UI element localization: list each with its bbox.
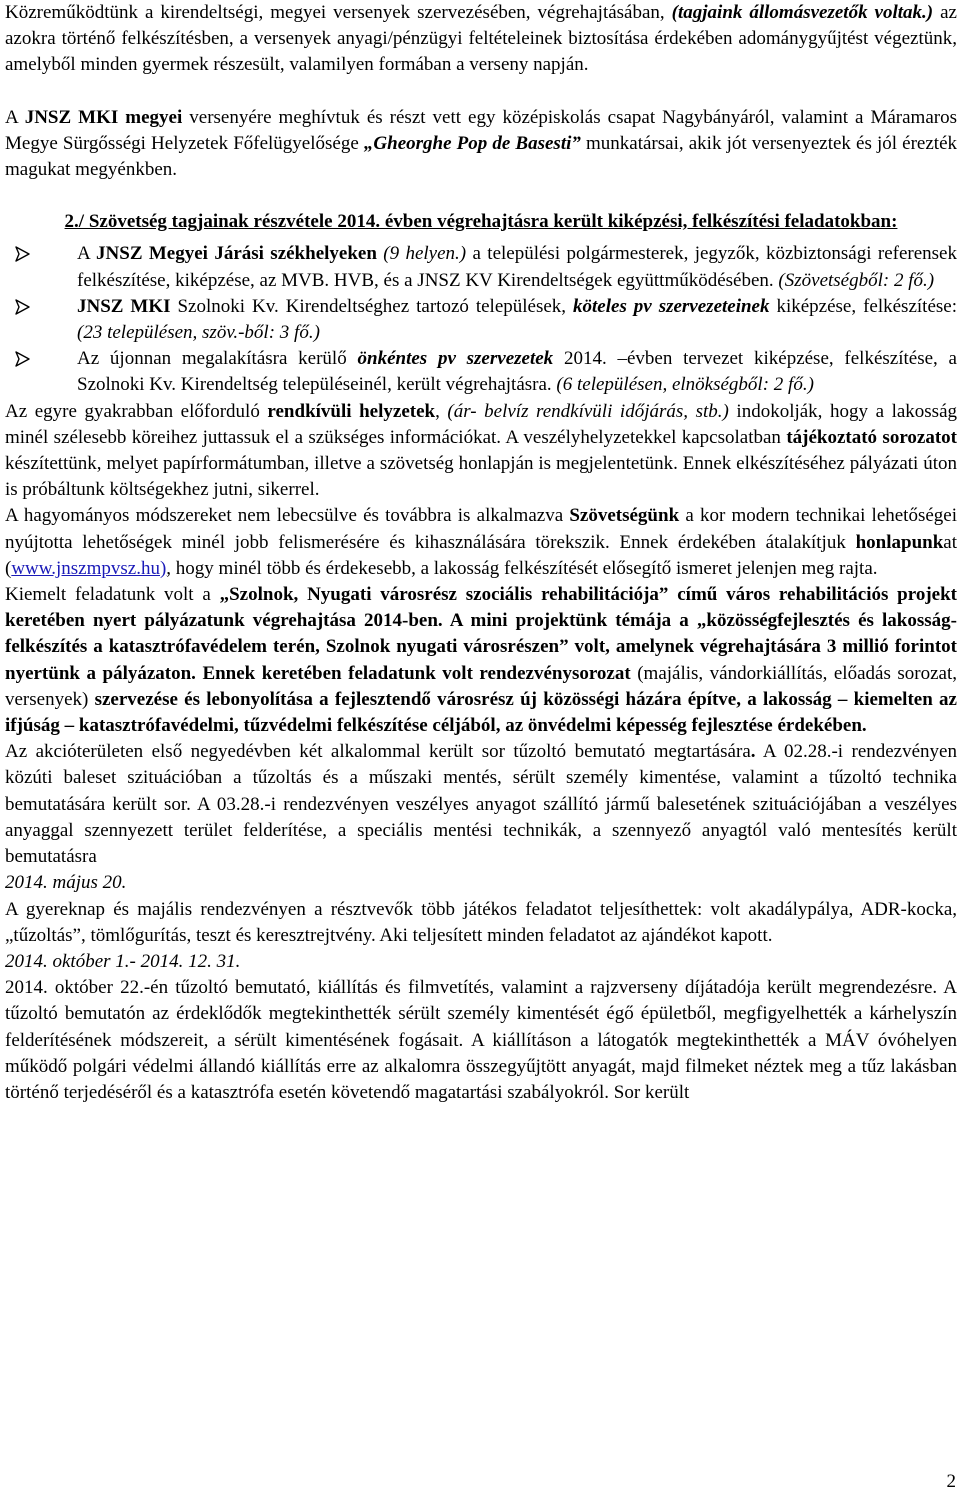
text-italic: (Szövetségből: 2 fő.): [778, 269, 935, 291]
text-bold: „Szolnok, Nyugati városrész szociális rehabilitációja” című város rehabilitációs projekt keretében nyert pályázatunk végrehajtása 2014-ben. A mini projektünk témája a „közösségfejlesztés és lakosság-felkészítés a katasztrófavédelem terén, Szolnok nyugati városrészen” volt, amelynek végrehajtására 3 millió forintot nyertünk a pályázaton. Ennek keretében feladatunk volt rendezvénysorozat: [5, 584, 957, 684]
paragraph-demonstrations: [5, 739, 957, 870]
list-item: [5, 241, 957, 293]
text: az azokra történő felkészítésben, a versenyek anyagi/pénzügyi feltételeinek biztosítása érdekében adománygyűjtést végeztünk, amelyből minden gyermek részesült, valamilyen formában a verseny napján.: [5, 2, 957, 76]
text: Az újonnan megalakításra kerülő: [77, 348, 358, 370]
arrow-bullet-icon: [13, 346, 33, 372]
text-bold: szervezése és lebonyolítása a fejlesztendő városrész új közösségi házára építve, a lakosság – kiemelten az ifjúság – katasztrófavédelmi, tűzvédelmi felkészítése céljából, az önvédelmi képesség fejlesztése érdekében.: [5, 688, 957, 737]
text: (majális, vándorkiállítás, előadás sorozat, versenyek): [5, 662, 957, 710]
text: ,: [435, 400, 448, 422]
text-bold: JNSZ Megyei Járási székhelyeken: [96, 243, 377, 265]
text-italic: (23 településen, szöv.-ből: 3 fő.): [77, 322, 320, 344]
text-bold: JNSZ MKI: [77, 295, 171, 317]
paragraph-competitions: [5, 0, 957, 79]
arrow-bullet-icon: [13, 241, 33, 267]
text: versenyére meghívtuk és részt vett egy középiskolás csapat Nagybányáról, valamint a Máramaros Megye Sürgősségi Helyzetek Főfelügyelősége: [5, 106, 957, 154]
text-emphasis: „Gheorghe Pop de Basesti”: [363, 132, 581, 154]
paragraph-childrens-day: A gyereknap és majális rendezvényen a résztvevők több játékos feladatot teljesíthettek: volt akadálypálya, ADR-kocka, „tűzoltás”, tömlőgurítás, teszt és keresztrejtvény. Aki teljesített minden feladatot az ajándékot kapott.: [5, 898, 957, 946]
text: A: [77, 243, 97, 265]
text-bold: honlapunk: [855, 531, 944, 553]
text-bold: JNSZ MKI megyei: [24, 106, 183, 128]
text: Kiemelt feladatunk volt a: [5, 584, 220, 606]
paragraph-county-competition: [5, 105, 957, 184]
list-item: [5, 294, 957, 346]
document-page: [5, 0, 957, 1106]
date-may: [5, 870, 957, 896]
text: a települési polgármesterek, jegyzők, közbiztonsági referensek felkészítése, kiképzése, az MVB. HVB, és a JNSZ KV Kirendeltségek együttműködésében.: [77, 243, 957, 291]
text-italic: 2014. május 20.: [5, 872, 127, 894]
text: Az egyre gyakrabban előforduló: [5, 400, 268, 422]
text: A: [5, 106, 25, 128]
text: a kor modern technikai lehetőségei nyújtotta lehetőségek minél jobb felismerésére és kihasználására törekszik. Ennek érdekében átalakítjuk: [5, 505, 958, 553]
text: Közreműködtünk a kirendeltségi, megyei versenyek szervezésében, végrehajtásában,: [5, 2, 672, 23]
text: Az akcióterületen első negyedévben két alkalommal került sor tűzoltó bemutató megtartására: [5, 741, 751, 763]
text-bold: tájékoztató sorozatot: [786, 426, 957, 448]
text: munkatársai, akik jót versenyeztek és jól érezték magukat megyénkben.: [5, 132, 958, 181]
text: kiképzése, felkészítése:: [769, 295, 957, 317]
text-bold: .: [750, 741, 756, 763]
text: at (: [5, 531, 957, 579]
text-italic: (ár- belvíz rendkívüli időjárás, stb.): [447, 400, 729, 422]
paragraph-emergencies: [5, 399, 957, 504]
paragraph-october-event: 2014. október 22.-én tűzoltó bemutató, kiállítás és filmvetítés, valamint a rajzverseny díjátadója került megrendezésre. A tűzoltó bemutatón az érdeklődők megtekinthették sérült személy kimentését égő épületből, megfigyelhették a kárhelyszín felderítésének módszereit, a sérült kimentésének fogásait. A kiállításon a látogatók megtekinthették a MÁV óvóhelyen működő polgári védelmi állandó kiállítás erre az alkalomra összegyűjtött anyagát, majd filmeket néztek meg a tűz lakásban történő terjedéséről és a katasztrófa esetén követendő magatartási szabályokról. Sor került: [5, 977, 957, 1103]
text: , hogy minél több és érdekesebb, a lakosság felkészítését elősegítő ismeret jelenjen meg rajta.: [166, 557, 878, 579]
page-number: 2: [946, 1471, 956, 1492]
text: készítettünk, melyet papírformátumban, illetve a szövetség honlapján is megjelentetünk. Ennek elkészítéséhez pályázati úton is próbáltunk költségekhez jutni, sikerrel.: [5, 453, 957, 501]
text: Szolnoki Kv. Kirendeltséghez tartozó települések,: [170, 295, 574, 317]
website-link[interactable]: www.jnszmpvsz.hu): [11, 557, 167, 579]
text-emphasis: önkéntes pv szervezetek: [357, 348, 554, 370]
text-bold: rendkívüli helyzetek: [267, 400, 436, 422]
bullet-list: [5, 241, 957, 398]
text: A 02.28.-i rendezvényen közúti baleset szituációban a tűzoltás és a műszaki mentés, sérült személy kimentése, valamint a tűzoltó technika bemutatására került sor. A 03.28.-i rendezvényen veszélyes anyagot szállító jármű balesetének szituációjában a veszélyes anyaggal szennyezett terület felderítése, a speciális mentési technikák, a szennyező anyagtól való mentesítés került bemutatásra: [5, 741, 957, 868]
paragraph-project: [5, 582, 957, 739]
text-italic: 2014. október 1.- 2014. 12. 31.: [5, 950, 241, 972]
paragraph-website: [5, 503, 957, 582]
section-heading: 2./ Szövetség tagjainak részvétele 2014. évben végrehajtásra került kiképzési, felkészítési feladatokban:: [64, 211, 898, 233]
text-emphasis: (tagjaink állomásvezetők voltak.): [671, 2, 934, 23]
list-item: [5, 346, 957, 398]
text-italic: (9 helyen.): [376, 243, 467, 265]
arrow-bullet-icon: [13, 294, 33, 320]
text: A hagyományos módszereket nem lebecsülve és továbbra is alkalmazva: [5, 505, 570, 527]
text-bold: Szövetségünk: [569, 505, 680, 527]
text: indokolják, hogy a lakosság minél szélesebb köreihez juttassuk el a szükséges információkat. A veszélyhelyzetekkel kapcsolatban: [5, 400, 958, 448]
text: 2014. –évben tervezet kiképzése, felkészítése, a Szolnoki Kv. Kirendeltség településeinél, került végrehajtásra.: [77, 348, 957, 396]
text-italic: (6 településen, elnökségből: 2 fő.): [556, 374, 814, 396]
text-emphasis: köteles pv szervezeteinek: [573, 295, 770, 317]
date-range: [5, 949, 957, 975]
